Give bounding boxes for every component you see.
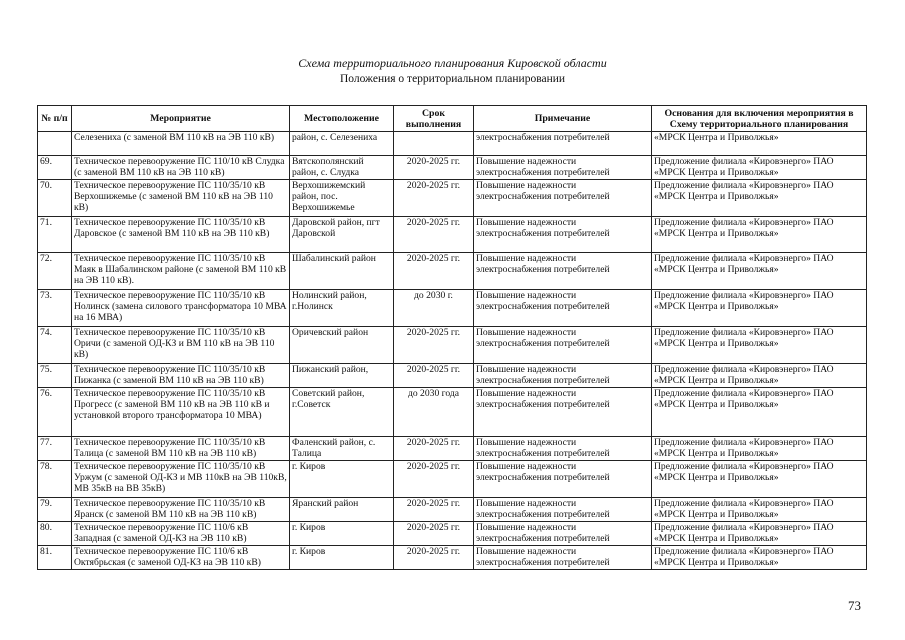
row-note: Повышение надежности электроснабжения потребителей <box>474 498 652 522</box>
row-number: 74. <box>38 327 72 364</box>
row-term: 2020-2025 гг. <box>394 498 474 522</box>
row-event: Селезениха (с заменой ВМ 110 кВ на ЭВ 110 кВ) <box>72 132 290 156</box>
row-number: 71. <box>38 217 72 253</box>
row-basis: «МРСК Центра и Приволжья» <box>652 132 867 156</box>
row-note: Повышение надежности электроснабжения потребителей <box>474 180 652 217</box>
row-note: Повышение надежности электроснабжения потребителей <box>474 156 652 180</box>
row-term: 2020-2025 гг. <box>394 156 474 180</box>
table-row <box>38 253 867 290</box>
row-event: Техническое перевооружение ПС 110/6 кВ Октябрьская (с заменой ОД-КЗ на ЭВ 110 кВ) <box>72 546 290 570</box>
row-location: г. Киров <box>290 546 394 570</box>
table-row <box>38 546 867 570</box>
row-event: Техническое перевооружение ПС 110/35/10 кВ Уржум (с заменой ОД-КЗ и МВ 110кВ на ЭВ 110кВ, МВ 35кВ на ВВ 35кВ) <box>72 461 290 498</box>
row-number: 72. <box>38 253 72 290</box>
row-location: Советский район, г.Советск <box>290 388 394 437</box>
table-row <box>38 522 867 546</box>
row-number: 73. <box>38 290 72 327</box>
row-number: 70. <box>38 180 72 217</box>
row-basis: Предложение филиала «Кировэнерго» ПАО «МРСК Центра и Приволжья» <box>652 498 867 522</box>
row-location: Вятскополянский район, с. Слудка <box>290 156 394 180</box>
row-basis: Предложение филиала «Кировэнерго» ПАО «МРСК Центра и Приволжья» <box>652 180 867 217</box>
document-title: Схема территориального планирования Кировской области <box>298 56 607 70</box>
table-row <box>38 290 867 327</box>
row-term: 2020-2025 гг. <box>394 253 474 290</box>
row-event: Техническое перевооружение ПС 110/35/10 кВ Оричи (с заменой ОД-КЗ и ВМ 110 кВ на ЭВ 110 кВ) <box>72 327 290 364</box>
row-number: 75. <box>38 364 72 388</box>
row-number: 80. <box>38 522 72 546</box>
row-basis: Предложение филиала «Кировэнерго» ПАО «МРСК Центра и Приволжья» <box>652 546 867 570</box>
row-event: Техническое перевооружение ПС 110/35/10 кВ Талица (с заменой ВМ 110 кВ на ЭВ 110 кВ) <box>72 437 290 461</box>
document-subtitle: Положения о территориальном планировании <box>339 73 566 85</box>
row-event: Техническое перевооружение ПС 110/10 кВ Слудка (с заменой ВМ 110 кВ на ЭВ 110 кВ) <box>72 156 290 180</box>
row-term: 2020-2025 гг. <box>394 522 474 546</box>
row-number: 81. <box>38 546 72 570</box>
row-term: 2020-2025 гг. <box>394 546 474 570</box>
table-row <box>38 437 867 461</box>
table-row <box>38 461 867 498</box>
row-number: 76. <box>38 388 72 437</box>
row-note: Повышение надежности электроснабжения потребителей <box>474 217 652 253</box>
row-basis: Предложение филиала «Кировэнерго» ПАО «МРСК Центра и Приволжья» <box>652 156 867 180</box>
row-location: Даровской район, пгт Даровской <box>290 217 394 253</box>
row-term: до 2030 г. <box>394 290 474 327</box>
row-basis: Предложение филиала «Кировэнерго» ПАО «МРСК Центра и Приволжья» <box>652 437 867 461</box>
row-basis: Предложение филиала «Кировэнерго» ПАО «МРСК Центра и Приволжья» <box>652 364 867 388</box>
row-note: Повышение надежности электроснабжения потребителей <box>474 546 652 570</box>
row-term: 2020-2025 гг. <box>394 364 474 388</box>
table-row <box>38 498 867 522</box>
table-row <box>38 364 867 388</box>
row-basis: Предложение филиала «Кировэнерго» ПАО «МРСК Центра и Приволжья» <box>652 522 867 546</box>
column-header-number: № п/п <box>38 106 72 132</box>
row-event: Техническое перевооружение ПС 110/35/10 кВ Прогресс (с заменой ВМ 110 кВ на ЭВ 110 кВ и установкой второго трансформатора 10 МВА) <box>72 388 290 437</box>
table-row <box>38 156 867 180</box>
row-term: до 2030 года <box>394 388 474 437</box>
row-term <box>394 132 474 156</box>
row-note: Повышение надежности электроснабжения потребителей <box>474 327 652 364</box>
row-number: 78. <box>38 461 72 498</box>
row-number: 79. <box>38 498 72 522</box>
row-term: 2020-2025 гг. <box>394 437 474 461</box>
row-number <box>38 132 72 156</box>
table-row <box>38 217 867 253</box>
row-event: Техническое перевооружение ПС 110/35/10 кВ Пижанка (с заменой ВМ 110 кВ на ЭВ 110 кВ) <box>72 364 290 388</box>
row-number: 69. <box>38 156 72 180</box>
row-note: Повышение надежности электроснабжения потребителей <box>474 253 652 290</box>
row-term: 2020-2025 гг. <box>394 327 474 364</box>
row-note: Повышение надежности электроснабжения потребителей <box>474 290 652 327</box>
row-location: Нолинский район, г.Нолинск <box>290 290 394 327</box>
row-basis: Предложение филиала «Кировэнерго» ПАО «МРСК Центра и Приволжья» <box>652 461 867 498</box>
row-location: Оричевский район <box>290 327 394 364</box>
row-term: 2020-2025 гг. <box>394 180 474 217</box>
row-location: Пижанский район, <box>290 364 394 388</box>
row-location: г. Киров <box>290 522 394 546</box>
row-location: Фаленский район, с. Талица <box>290 437 394 461</box>
row-note: Повышение надежности электроснабжения потребителей <box>474 364 652 388</box>
row-location: Яранский район <box>290 498 394 522</box>
row-location: район, с. Селезениха <box>290 132 394 156</box>
row-basis: Предложение филиала «Кировэнерго» ПАО «МРСК Центра и Приволжья» <box>652 388 867 437</box>
table-row <box>38 388 867 437</box>
column-header-event: Мероприятие <box>72 106 290 132</box>
column-header-term: Срок выполнения <box>394 106 474 132</box>
table-row <box>38 132 867 156</box>
row-event: Техническое перевооружение ПС 110/6 кВ Западная (с заменой ОД-КЗ на ЭВ 110 кВ) <box>72 522 290 546</box>
row-basis: Предложение филиала «Кировэнерго» ПАО «МРСК Центра и Приволжья» <box>652 290 867 327</box>
row-basis: Предложение филиала «Кировэнерго» ПАО «МРСК Центра и Приволжья» <box>652 217 867 253</box>
row-location: Шабалинский район <box>290 253 394 290</box>
row-location: Верхошижемский район, пос. Верхошижемье <box>290 180 394 217</box>
row-note: Повышение надежности электроснабжения потребителей <box>474 388 652 437</box>
row-term: 2020-2025 гг. <box>394 217 474 253</box>
row-event: Техническое перевооружение ПС 110/35/10 кВ Яранск (с заменой ВМ 110 кВ на ЭВ 110 кВ) <box>72 498 290 522</box>
page-number: 73 <box>848 598 861 613</box>
table-row <box>38 180 867 217</box>
column-header-note: Примечание <box>474 106 652 132</box>
row-event: Техническое перевооружение ПС 110/35/10 кВ Маяк в Шабалинском районе (с заменой ВМ 110 кВ на ЭВ 110 кВ). <box>72 253 290 290</box>
column-header-basis: Основания для включения мероприятия в Схему территориального планирования <box>652 106 867 132</box>
table-row <box>38 327 867 364</box>
row-event: Техническое перевооружение ПС 110/35/10 кВ Верхошижемье (с заменой ВМ 110 кВ на ЭВ 110 кВ) <box>72 180 290 217</box>
table-header-row <box>38 106 867 132</box>
row-note: Повышение надежности электроснабжения потребителей <box>474 522 652 546</box>
table-body <box>38 132 867 570</box>
row-location: г. Киров <box>290 461 394 498</box>
column-header-location: Местоположение <box>290 106 394 132</box>
row-basis: Предложение филиала «Кировэнерго» ПАО «МРСК Центра и Приволжья» <box>652 327 867 364</box>
row-term: 2020-2025 гг. <box>394 461 474 498</box>
row-note: Повышение надежности электроснабжения потребителей <box>474 461 652 498</box>
row-number: 77. <box>38 437 72 461</box>
planning-table <box>37 105 867 570</box>
row-note: электроснабжения потребителей <box>474 132 652 156</box>
row-event: Техническое перевооружение ПС 110/35/10 кВ Даровское (с заменой ВМ 110 кВ на ЭВ 110 кВ) <box>72 217 290 253</box>
row-event: Техническое перевооружение ПС 110/35/10 кВ Нолинск (замена силового трансформатора 10 МВА на 16 МВА) <box>72 290 290 327</box>
row-note: Повышение надежности электроснабжения потребителей <box>474 437 652 461</box>
row-basis: Предложение филиала «Кировэнерго» ПАО «МРСК Центра и Приволжья» <box>652 253 867 290</box>
